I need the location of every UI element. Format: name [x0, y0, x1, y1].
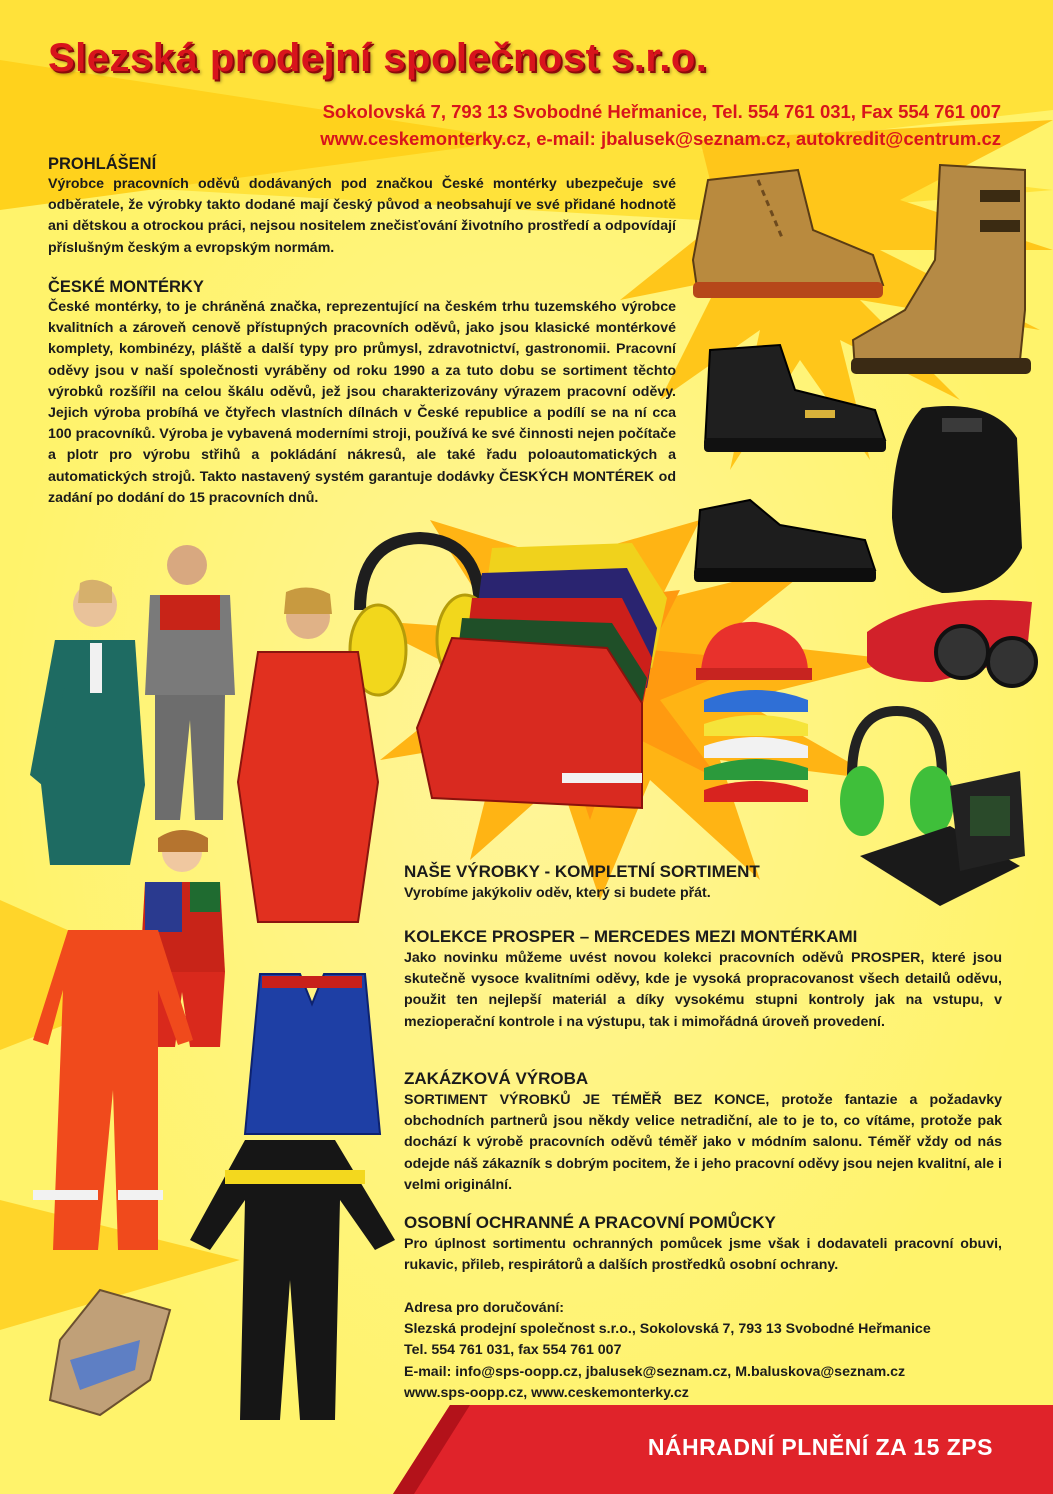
company-title: Slezská prodejní společnost s.r.o.	[48, 36, 708, 80]
section-ceske-monterky	[48, 277, 676, 509]
orange-coverall-image	[28, 920, 198, 1260]
delivery-line2: Tel. 554 761 031, fax 554 761 007	[404, 1342, 622, 1359]
safety-shoe-image	[700, 340, 890, 460]
web-line: www.ceskemonterky.cz, e-mail: jbalusek@seznam.cz, autokredit@centrum.cz	[320, 128, 1001, 149]
heading-zakazkova: ZAKÁZKOVÁ VÝROBA	[404, 1069, 589, 1088]
delivery-label: Adresa pro doručování:	[404, 1300, 565, 1316]
helmets-image	[696, 620, 816, 820]
heading-ceske-monterky: ČESKÉ MONTÉRKY	[48, 278, 204, 296]
body-osobni: Pro úplnost sortimentu ochranných pomůcek jsme však i dodavateli pracovní obuvi, rukavic, přileb, respirátorů a dalších prostředků osobní ochrany.	[404, 1236, 1002, 1274]
address-line: Sokolovská 7, 793 13 Svobodné Heřmanice, Tel. 554 761 031, Fax 554 761 007	[322, 101, 1001, 122]
goggles-image	[862, 582, 1042, 702]
section-osobni	[404, 1212, 1002, 1276]
section-nase-vyrobky	[404, 861, 1002, 904]
man-red-coat-image	[228, 582, 388, 932]
footer-text: NÁHRADNÍ PLNĚNÍ ZA 15 ZPS	[647, 1434, 993, 1460]
delivery-address	[404, 1298, 931, 1404]
work-gloves-image	[40, 1280, 180, 1420]
section-zakazkova	[404, 1068, 1002, 1196]
heading-osobni: OSOBNÍ OCHRANNÉ A PRACOVNÍ POMŮCKY	[404, 1213, 776, 1232]
delivery-line1: Slezská prodejní společnost s.r.o., Sokolovská 7, 793 13 Svobodné Heřmanice	[404, 1321, 931, 1338]
section-prohlaseni	[48, 154, 676, 259]
body-ceske-monterky: České montérky, to je chráněná značka, reprezentující na českém trhu tuzemského výrobce kvalitních a zároveň cenově přístupných pracovních oděvů, jako jsou klasické montérkové komplety, kombinézy, pláště a další typy pro průmysl, zdravotnictví, gastronomii. Pracovní oděvy jsou v naší společnosti vyráběny od roku 1990 a za tuto dobu se sortiment těchto výrobků rozšířil na celou škálu oděvů, jež jsou charakterizovány výrazem pracovní oděvy. Jejich výroba probíhá ve čtyřech vlastních dílnách v České republice a podílí se na ní cca 100 pracovníků. Výroba je vybavená moderními stroji, používá ke své činnosti nejen počítače a plotr pro výrobu střihů a pokládání nákresů, ale také řadu poloautomatických a automatických strojů. Takto nastavený systém garantuje dodávky ČESKÝCH MONTÉREK od zadání po dodání do 15 pracovních dnů.	[48, 299, 676, 506]
jackets-stack-image	[412, 538, 687, 818]
welding-mask-image	[882, 398, 1032, 598]
black-coverall-image	[185, 1130, 400, 1430]
heading-nase-vyrobky: NAŠE VÝROBKY - KOMPLETNÍ SORTIMENT	[404, 862, 760, 881]
blue-vest-image	[240, 964, 385, 1144]
heading-prosper: KOLEKCE PROSPER – MERCEDES MEZI MONTÉRKAMI	[404, 927, 858, 946]
delivery-line3: E-mail: info@sps-oopp.cz, jbalusek@seznam.cz, M.baluskova@seznam.cz	[404, 1363, 906, 1380]
low-shoe-image	[690, 490, 880, 590]
heading-prohlaseni: PROHLÁŠENÍ	[48, 155, 157, 173]
section-prosper	[404, 926, 1002, 1033]
body-prohlaseni: Výrobce pracovních oděvů dodávaných pod značkou České montérky ubezpečuje své odběratele, že výrobky takto dodané mají český původ a neobsahují ve své přidané hodnotě ani dětskou a otrockou práci, nejsou nositelem znečisťování životního prostředí a odpovídají příslušným českým a evropským normám.	[48, 176, 676, 256]
body-zakazkova: SORTIMENT VÝROBKŮ JE TÉMĚŘ BEZ KONCE, protože fantazie a požadavky obchodních partnerů jsou někdy velice netradiční, ale to je to, co vítáme, protože pak dochází k výrobě pracovních oděvů téměř jako v módním salonu. Téměř vždy od nás odejde náš zákazník s dobrým pocitem, že i jeho pracovní oděvy jsou nejen kvalitní, ale i velmi originální.	[404, 1092, 1002, 1193]
body-nase-vyrobky: Vyrobíme jakýkoliv oděv, který si budete přát.	[404, 885, 711, 901]
delivery-line4: www.sps-oopp.cz, www.ceskemonterky.cz	[404, 1384, 689, 1401]
body-prosper: Jako novinku můžeme uvést novou kolekci pracovních oděvů PROSPER, které jsou skutečně vysoce kvalitními oděvy, kde je vysoká propracovanost všech detailů oděvu, použit ten nejlepší materiál a díky vysokému stupni kontroly jak na vstupu, v mezioperační kontrole i na výstupu, tak i mimořádná úroveň provedení.	[404, 950, 1002, 1030]
